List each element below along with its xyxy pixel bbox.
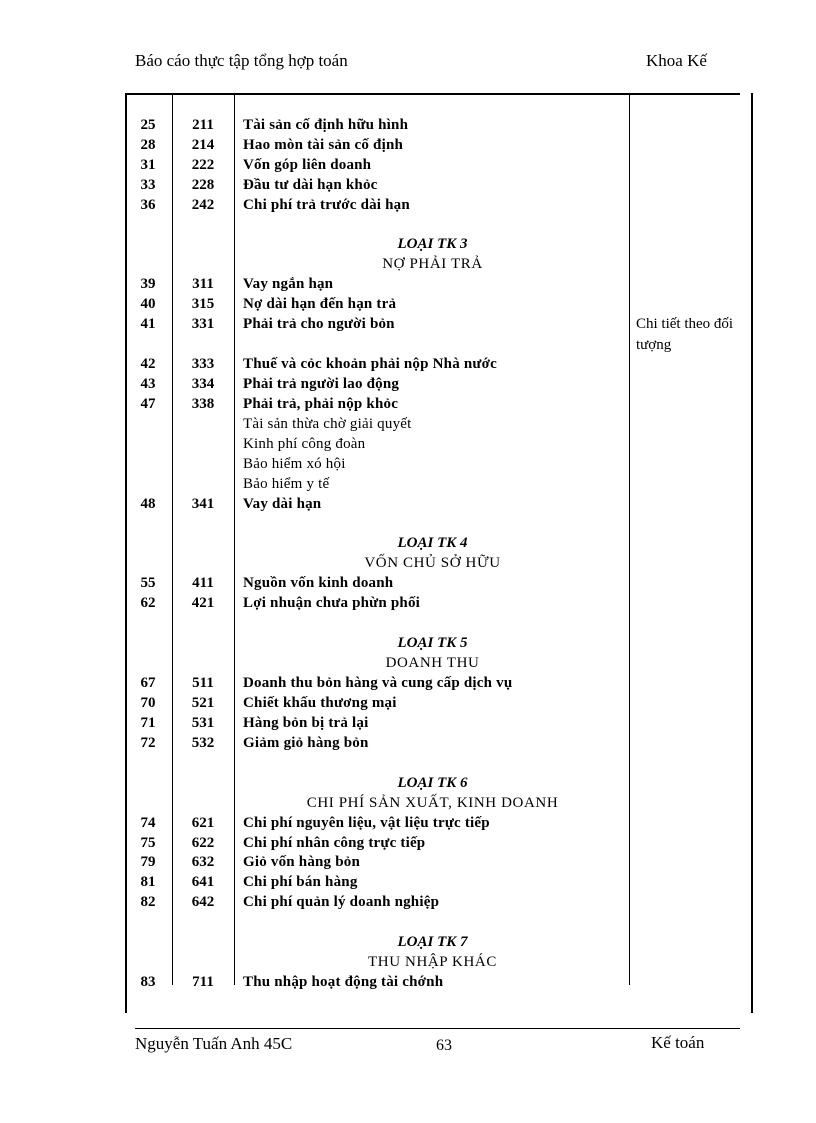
group-title: LOẠI TK 4	[397, 535, 468, 551]
row-index: 47	[140, 396, 156, 412]
row-index: 33	[140, 177, 156, 193]
account-name: Nợ dài hạn đến hạn trả	[243, 296, 397, 312]
account-code: 511	[192, 675, 214, 691]
account-name: Vay ngắn hạn	[243, 276, 334, 292]
row-index: 62	[140, 595, 156, 611]
account-code: 521	[191, 695, 215, 711]
account-name: Tài sản cố định hữu hình	[243, 117, 409, 133]
account-subitem: Bảo hiểm xó hội	[243, 456, 346, 472]
group-heading	[240, 773, 625, 813]
account-code: 311	[192, 276, 214, 292]
account-name: Hao mòn tài sản cố định	[243, 137, 404, 153]
account-name: Chi phí trả trước dài hạn	[243, 197, 410, 213]
account-code: 411	[192, 575, 214, 591]
account-code: 621	[191, 815, 215, 831]
account-code: 214	[191, 137, 215, 153]
account-name: Hàng bỏn bị trả lại	[243, 715, 369, 731]
account-name: Phải trả, phải nộp khỏc	[243, 396, 399, 412]
account-name: Chi phí quản lý doanh nghiệp	[243, 894, 440, 910]
account-code: 531	[191, 715, 215, 731]
account-name: Chi phí nguyên liệu, vật liệu trực tiếp	[243, 815, 490, 831]
account-subitem: Kinh phí công đoàn	[243, 436, 366, 452]
group-heading	[240, 633, 625, 673]
column-divider-1	[172, 93, 173, 985]
account-name: Đầu tư dài hạn khỏc	[243, 177, 378, 193]
row-index: 41	[140, 316, 156, 332]
group-title: LOẠI TK 3	[397, 236, 468, 252]
row-index: 79	[140, 854, 156, 870]
row-index: 28	[140, 137, 156, 153]
group-heading	[240, 932, 625, 972]
account-name: Phải trả người lao động	[243, 376, 400, 392]
account-name: Nguồn vốn kinh doanh	[243, 575, 394, 591]
account-name: Giỏ vốn hàng bỏn	[243, 854, 360, 870]
account-code: 632	[191, 854, 215, 870]
account-code: 315	[191, 296, 215, 312]
table-border-right	[751, 93, 753, 1013]
footer-rule	[135, 1028, 740, 1029]
row-index: 72	[140, 735, 156, 751]
account-subitem: Tài sản thừa chờ giải quyết	[243, 416, 412, 432]
row-index: 70	[140, 695, 156, 711]
account-code: 711	[192, 974, 214, 990]
account-code: 338	[191, 396, 215, 412]
account-code: 228	[191, 177, 215, 193]
account-code: 641	[191, 874, 215, 890]
row-index: 40	[140, 296, 156, 312]
account-code: 421	[191, 595, 215, 611]
group-subtitle: CHI PHÍ SẢN XUẤT, KINH DOANH	[306, 795, 559, 811]
row-index: 48	[140, 496, 156, 512]
row-index: 31	[140, 157, 156, 173]
account-name: Phải trả cho người bỏn	[243, 316, 395, 332]
group-subtitle: DOANH THU	[385, 655, 480, 671]
table-border-left	[125, 93, 127, 1013]
account-code: 341	[191, 496, 215, 512]
row-index: 67	[140, 675, 156, 691]
account-code: 222	[191, 157, 215, 173]
row-index: 82	[140, 894, 156, 910]
group-subtitle: NỢ PHẢI TRẢ	[382, 256, 483, 272]
row-index: 42	[140, 356, 156, 372]
account-name: Doanh thu bỏn hàng và cung cấp dịch vụ	[243, 675, 513, 691]
row-index: 39	[140, 276, 156, 292]
account-name: Giảm giỏ hàng bỏn	[243, 735, 369, 751]
account-subitem: Bảo hiểm y tế	[243, 476, 330, 492]
row-index: 43	[140, 376, 156, 392]
group-title: LOẠI TK 6	[397, 775, 468, 791]
account-name: Chiết khấu thương mại	[243, 695, 397, 711]
account-name: Thuế và cỏc khoản phải nộp Nhà nước	[243, 356, 497, 372]
footer-department: Kế toán	[651, 1033, 705, 1052]
row-index: 74	[140, 815, 156, 831]
account-name: Vốn góp liên doanh	[243, 157, 372, 173]
row-index: 75	[140, 835, 156, 851]
account-name: Thu nhập hoạt động tài chớnh	[243, 974, 444, 990]
account-code: 242	[191, 197, 215, 213]
row-index: 36	[140, 197, 156, 213]
row-index: 83	[140, 974, 156, 990]
page-number: 63	[436, 1037, 452, 1054]
account-code: 331	[191, 316, 215, 332]
row-index: 81	[140, 874, 156, 890]
header-title: Báo cáo thực tập tổng hợp toán	[135, 51, 348, 70]
column-divider-2	[234, 93, 235, 985]
account-name: Chi phí bán hàng	[243, 874, 358, 890]
account-name: Vay dài hạn	[243, 496, 322, 512]
account-code: 334	[191, 376, 215, 392]
account-name: Lợi nhuận chưa phừn phối	[243, 595, 421, 611]
group-heading	[240, 234, 625, 274]
row-index: 25	[140, 117, 156, 133]
group-heading	[240, 533, 625, 573]
group-title: LOẠI TK 7	[397, 934, 468, 950]
account-name: Chi phí nhân công trực tiếp	[243, 835, 426, 851]
group-subtitle: VỐN CHỦ SỞ HỮU	[364, 555, 501, 571]
account-code: 532	[191, 735, 215, 751]
detail-note: Chi tiết theo đối tượng	[636, 316, 734, 353]
account-code: 642	[191, 894, 215, 910]
account-code: 622	[191, 835, 215, 851]
row-index: 55	[140, 575, 156, 591]
account-code: 211	[192, 117, 214, 133]
row-index: 71	[140, 715, 156, 731]
group-subtitle: THU NHẬP KHÁC	[368, 954, 497, 970]
column-divider-3	[629, 93, 630, 985]
header-department: Khoa Kế	[646, 51, 707, 70]
group-title: LOẠI TK 5	[397, 635, 468, 651]
account-code: 333	[191, 356, 215, 372]
header-rule	[125, 93, 740, 95]
footer-author: Nguyễn Tuấn Anh 45C	[135, 1034, 293, 1053]
